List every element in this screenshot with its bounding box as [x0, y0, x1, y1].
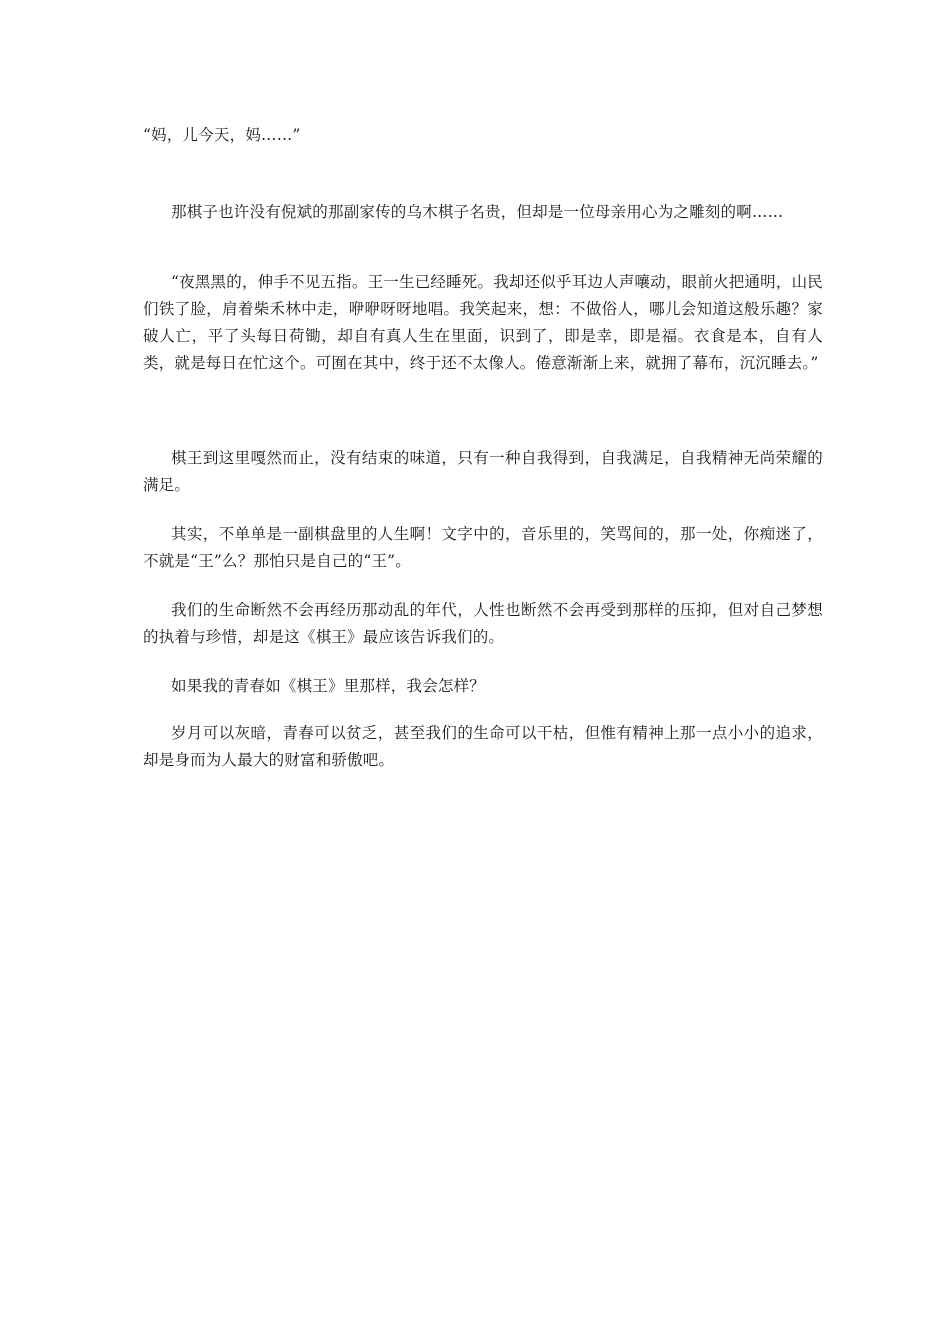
paragraph-night-quote: “夜黑黑的，伸手不见五指。王一生已经睡死。我却还似乎耳边人声嚷动，眼前火把通明，山民们铁了脸，肩着柴禾林中走，咿咿呀呀地唱。我笑起来，想：不做俗人，哪儿会知道这般乐趣？家破人亡，平了头每日荷锄，却自有真人生在里面，识到了，即是幸，即是福。衣食是本，自有人类，就是每日在忙这个。可囿在其中，终于还不太像人。倦意渐渐上来，就拥了幕布，沉沉睡去。” [143, 273, 823, 372]
paragraph-not-only-chessboard: 其实，不单单是一副棋盘里的人生啊！文字中的，音乐里的，笑骂间的，那一处，你痴迷了，不就是“王”么？那怕只是自己的“王”。 [143, 525, 823, 570]
paragraph-years-and-youth: 岁月可以灰暗，青春可以贫乏，甚至我们的生命可以干枯，但惟有精神上那一点小小的追求，却是身而为人最大的财富和骄傲吧。 [143, 724, 823, 769]
paragraph-chess-pieces: 那棋子也许没有倪斌的那副家传的乌木棋子名贵，但却是一位母亲用心为之雕刻的啊…… [171, 203, 784, 221]
paragraph-quote-mother: “妈，儿今天，妈……” [143, 126, 301, 144]
paragraph-our-life: 我们的生命断然不会再经历那动乱的年代，人性也断然不会再受到那样的压抑，但对自己梦想的执着与珍惜，却是这《棋王》最应该告诉我们的。 [143, 601, 823, 646]
paragraph-chess-king-ending: 棋王到这里嘎然而止，没有结束的味道，只有一种自我得到，自我满足，自我精神无尚荣耀的满足。 [143, 449, 823, 494]
paragraph-if-youth: 如果我的青春如《棋王》里那样，我会怎样？ [171, 677, 486, 695]
